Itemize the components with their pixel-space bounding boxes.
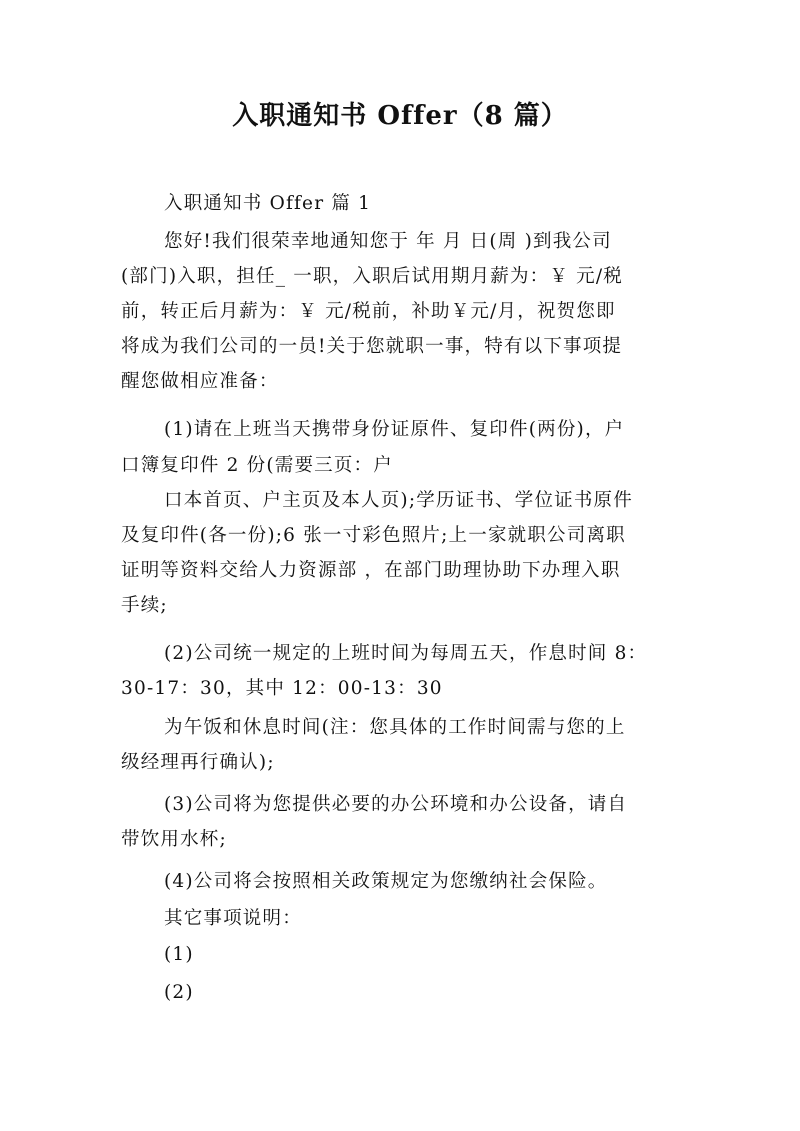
list-item: (1) — [164, 944, 194, 965]
paragraph-line: (2)公司统一规定的上班时间为每周五天，作息时间 8： — [164, 643, 648, 664]
paragraph-line: 为午饭和休息时间(注：您具体的工作时间需与您的上 — [164, 717, 626, 738]
paragraph-line: 其它事项说明： — [164, 908, 302, 929]
paragraph-line: 醒您做相应准备： — [121, 371, 279, 392]
document-title: 入职通知书 Offer（8 篇） — [232, 101, 568, 131]
section-heading: 入职通知书 Offer 篇 1 — [164, 193, 372, 214]
paragraph-line: 口本首页、户主页及本人页);学历证书、学位证书原件 — [164, 490, 633, 511]
paragraph-line: (部门)入职，担任_ 一职，入职后试用期月薪为：￥ 元/税 — [121, 266, 623, 287]
list-item: (2) — [164, 982, 194, 1003]
paragraph-line: 您好!我们很荣幸地通知您于 年 月 日(周 )到我公司 — [164, 231, 612, 252]
paragraph-line: (1)请在上班当天携带身份证原件、复印件(两份)，户 — [164, 419, 625, 440]
paragraph-line: 级经理再行确认); — [121, 752, 275, 773]
paragraph-line: 将成为我们公司的一员!关于您就职一事，特有以下事项提 — [121, 336, 623, 357]
paragraph-line: 证明等资料交给人力资源部 ，在部门助理协助下办理入职 — [121, 560, 621, 581]
paragraph-line: 30-17：30，其中 12：00-13：30 — [121, 678, 443, 699]
paragraph-line: 口簿复印件 2 份(需要三页：户 — [121, 455, 393, 476]
paragraph-line: 带饮用水杯; — [121, 829, 227, 850]
paragraph-line: 前，转正后月薪为：￥ 元/税前，补助￥元/月，祝贺您即 — [121, 301, 616, 322]
paragraph-line: 及复印件(各一份);6 张一寸彩色照片;上一家就职公司离职 — [121, 525, 626, 546]
paragraph-line: 手续; — [121, 595, 168, 616]
paragraph-line: (3)公司将为您提供必要的办公环境和办公设备，请自 — [164, 794, 628, 815]
paragraph-line: (4)公司将会按照相关政策规定为您缴纳社会保险。 — [164, 871, 608, 892]
